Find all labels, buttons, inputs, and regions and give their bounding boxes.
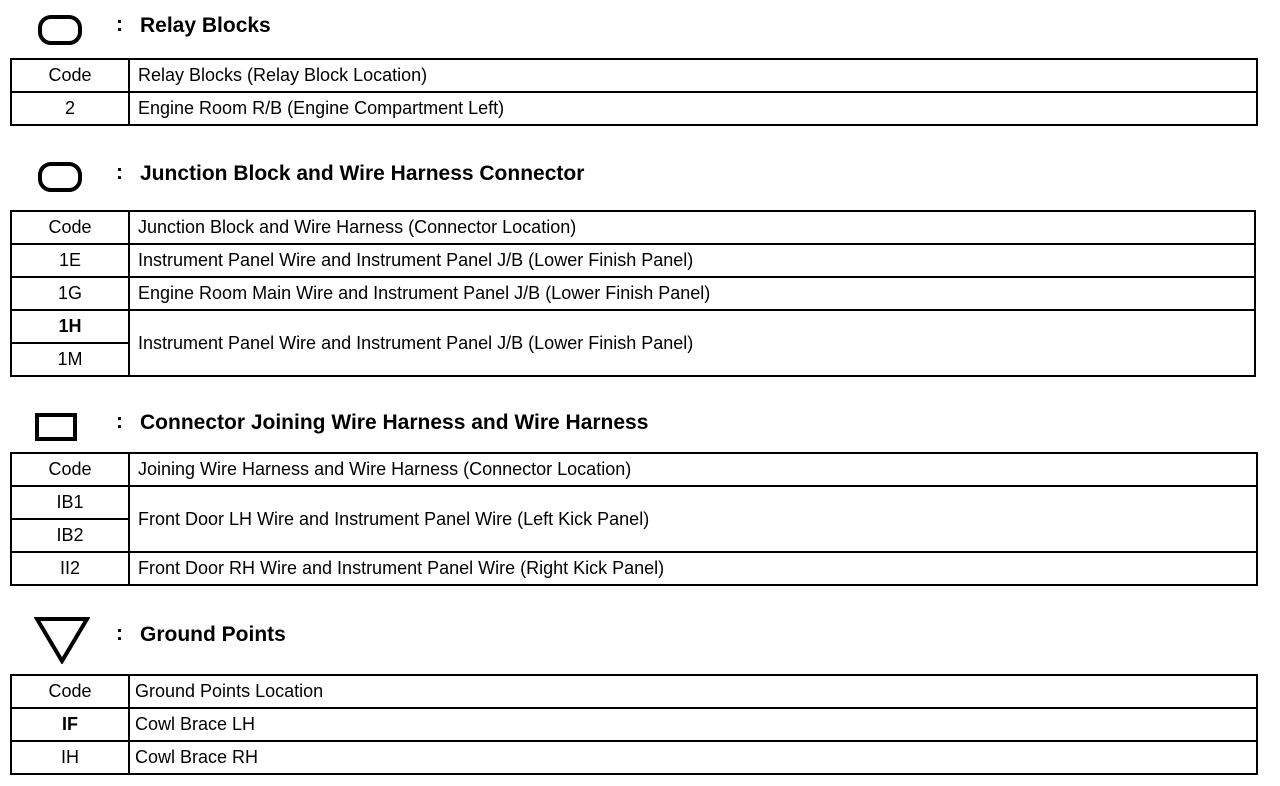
location-cell: Front Door RH Wire and Instrument Panel Wire (Right Kick Panel) bbox=[129, 552, 1257, 585]
location-header: Joining Wire Harness and Wire Harness (Connector Location) bbox=[129, 453, 1257, 486]
rectangle-icon bbox=[35, 413, 77, 441]
heading-colon: : bbox=[116, 161, 123, 184]
code-cell: 1E bbox=[11, 244, 129, 277]
code-cell: IB1 bbox=[11, 486, 129, 519]
location-cell: Front Door LH Wire and Instrument Panel Wire (Left Kick Panel) bbox=[129, 486, 1257, 552]
location-cell: Instrument Panel Wire and Instrument Panel J/B (Lower Finish Panel) bbox=[129, 310, 1255, 376]
table-header-row bbox=[11, 211, 1255, 244]
location-cell: Engine Room Main Wire and Instrument Panel J/B (Lower Finish Panel) bbox=[129, 277, 1255, 310]
section-connector-joining-heading bbox=[0, 404, 1280, 444]
heading-colon: : bbox=[116, 13, 123, 36]
code-cell: 1G bbox=[11, 277, 129, 310]
code-cell: 1M bbox=[11, 343, 129, 376]
location-cell: Cowl Brace LH bbox=[129, 708, 1257, 741]
table-row bbox=[11, 310, 1255, 343]
table-row bbox=[11, 486, 1257, 519]
section-relay-blocks-heading bbox=[0, 6, 1280, 46]
junction-block-table bbox=[10, 210, 1256, 377]
table-row bbox=[11, 708, 1257, 741]
section-title: Relay Blocks bbox=[140, 14, 271, 37]
table-header-row bbox=[11, 675, 1257, 708]
code-cell: IH bbox=[11, 741, 129, 774]
table-row bbox=[11, 552, 1257, 585]
ground-triangle-icon bbox=[34, 616, 90, 664]
code-cell: 1H bbox=[11, 310, 129, 343]
section-title: Junction Block and Wire Harness Connector bbox=[140, 162, 585, 185]
location-cell: Instrument Panel Wire and Instrument Panel J/B (Lower Finish Panel) bbox=[129, 244, 1255, 277]
relay-blocks-table bbox=[10, 58, 1258, 126]
code-header: Code bbox=[11, 211, 129, 244]
location-header: Relay Blocks (Relay Block Location) bbox=[129, 59, 1257, 92]
table-row bbox=[11, 92, 1257, 125]
table-header-row bbox=[11, 453, 1257, 486]
code-header: Code bbox=[11, 675, 129, 708]
section-ground-points-heading bbox=[0, 614, 1280, 670]
code-cell: IB2 bbox=[11, 519, 129, 552]
code-cell: 2 bbox=[11, 92, 129, 125]
code-header: Code bbox=[11, 453, 129, 486]
section-junction-block-heading bbox=[0, 156, 1280, 196]
location-header: Junction Block and Wire Harness (Connector Location) bbox=[129, 211, 1255, 244]
table-row bbox=[11, 741, 1257, 774]
table-header-row bbox=[11, 59, 1257, 92]
ground-points-table bbox=[10, 674, 1258, 775]
connector-joining-table bbox=[10, 452, 1258, 586]
section-title: Ground Points bbox=[140, 623, 286, 646]
rounded-rectangle-icon bbox=[38, 15, 82, 45]
code-cell: II2 bbox=[11, 552, 129, 585]
heading-colon: : bbox=[116, 622, 123, 645]
table-row bbox=[11, 277, 1255, 310]
location-header: Ground Points Location bbox=[129, 675, 1257, 708]
code-cell: IF bbox=[11, 708, 129, 741]
code-header: Code bbox=[11, 59, 129, 92]
heading-colon: : bbox=[116, 410, 123, 433]
location-cell: Engine Room R/B (Engine Compartment Left) bbox=[129, 92, 1257, 125]
section-title: Connector Joining Wire Harness and Wire Harness bbox=[140, 411, 649, 434]
oval-icon bbox=[38, 162, 82, 192]
location-cell: Cowl Brace RH bbox=[129, 741, 1257, 774]
table-row bbox=[11, 244, 1255, 277]
